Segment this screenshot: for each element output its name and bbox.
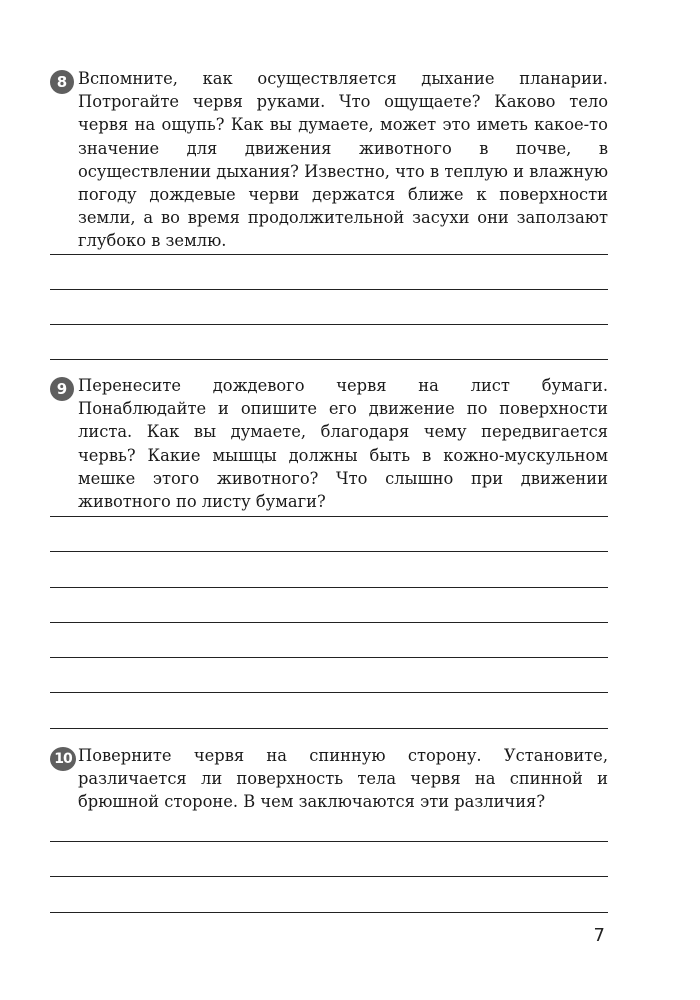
- task-8: [50, 67, 608, 253]
- task-text: Поверните червя на спинную сторону. Установите, различается ли поверхность тела червя на спинной и брюшной стороне. В чем заключаются эти различия?: [78, 746, 608, 812]
- task-9: [50, 374, 608, 513]
- answer-line[interactable]: [50, 254, 608, 255]
- task-number-badge: 9: [50, 377, 74, 401]
- task-text: Вспомните, как осуществляется дыхание планарии. Потрогайте червя руками. Что ощущаете? Каково тело червя на ощупь? Как вы думаете, может это иметь какое-то значение для движения животного в почве, в осуществлении дыхания? Известно, что в теплую и влажную погоду дождевые черви держатся ближе к поверхности земли, а во время продолжительной засухи они заползают глубоко в землю.: [78, 69, 608, 251]
- answer-line[interactable]: [50, 289, 608, 290]
- answer-line[interactable]: [50, 622, 608, 623]
- task-number-badge: 8: [50, 70, 74, 94]
- task-10: [50, 744, 608, 814]
- answer-line[interactable]: [50, 841, 608, 842]
- answer-line[interactable]: [50, 359, 608, 360]
- page-number: 7: [593, 925, 605, 946]
- answer-line[interactable]: [50, 516, 608, 517]
- answer-line[interactable]: [50, 728, 608, 729]
- answer-line[interactable]: [50, 551, 608, 552]
- answer-line[interactable]: [50, 876, 608, 877]
- answer-line[interactable]: [50, 587, 608, 588]
- task-text: Перенесите дождевого червя на лист бумаги. Понаблюдайте и опишите его движение по поверхности листа. Как вы думаете, благодаря чему передвигается червь? Какие мышцы должны быть в кожно-мускульном мешке этого животного? Что слышно при движении животного по листу бумаги?: [78, 376, 608, 512]
- task-number-badge: 10: [50, 747, 76, 771]
- answer-line[interactable]: [50, 657, 608, 658]
- answer-line[interactable]: [50, 692, 608, 693]
- answer-line[interactable]: [50, 324, 608, 325]
- answer-line[interactable]: [50, 912, 608, 913]
